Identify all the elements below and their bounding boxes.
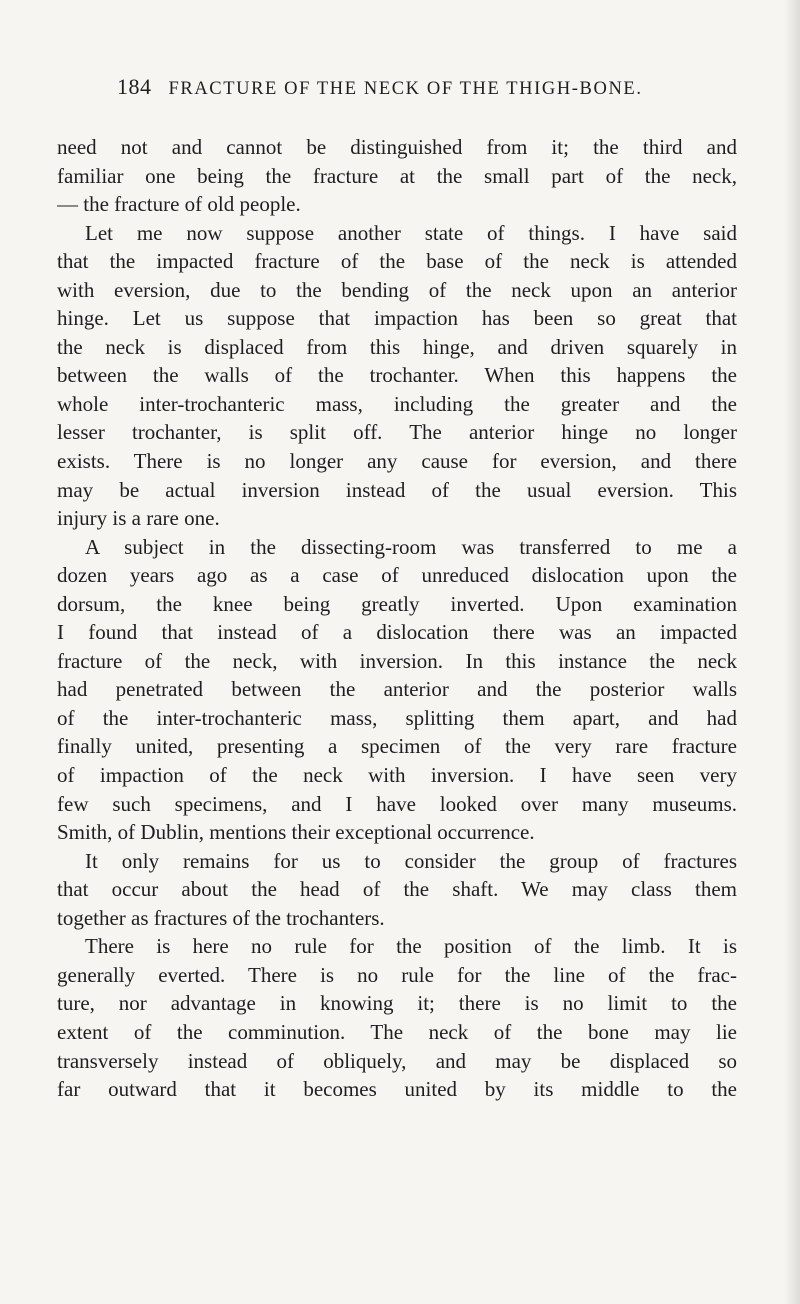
text-line: — the fracture of old people. (57, 192, 301, 217)
text-line: generally everted. There is no rule for the line of the frac- (57, 962, 737, 987)
text-line: Let me now suppose another state of things. I have said (85, 220, 737, 245)
text-line: whole inter-trochanteric mass, including the greater and the (57, 391, 737, 416)
text-line: It only remains for us to consider the group of fractures (85, 848, 737, 873)
text-line: There is here no rule for the position of the limb. It is (85, 934, 737, 959)
text-line: that occur about the head of the shaft. We may class them (57, 877, 737, 902)
text-line: of impaction of the neck with inversion. I have seen very (57, 763, 737, 788)
text-line: hinge. Let us suppose that impaction has been so great that (57, 306, 737, 331)
text-line: that the impacted fracture of the base of the neck is attended (57, 249, 737, 274)
text-line: far outward that it becomes united by its middle to the (57, 1077, 737, 1102)
text-line: may be actual inversion instead of the usual eversion. This (57, 477, 737, 502)
text-line: extent of the comminution. The neck of the bone may lie (57, 1019, 737, 1044)
text-line: familiar one being the fracture at the small part of the neck, (57, 163, 737, 188)
text-line: A subject in the dissecting-room was transferred to me a (85, 534, 737, 559)
text-line: with eversion, due to the bending of the neck upon an anterior (57, 277, 737, 302)
text-line: had penetrated between the anterior and the posterior walls (57, 677, 737, 702)
text-line: dozen years ago as a case of unreduced dislocation upon the (57, 563, 737, 588)
text-line: the neck is displaced from this hinge, and driven squarely in (57, 334, 737, 359)
text-line: finally united, presenting a specimen of the very rare fracture (57, 734, 737, 759)
text-line: few such specimens, and I have looked over many museums. (57, 791, 737, 816)
text-line: need not and cannot be distinguished from it; the third and (57, 135, 737, 159)
text-line: exists. There is no longer any cause for eversion, and there (57, 449, 737, 474)
text-line: ture, nor advantage in knowing it; there is no limit to the (57, 991, 737, 1016)
text-line: transversely instead of obliquely, and may be displaced so (57, 1048, 737, 1073)
text-line: I found that instead of a dislocation there was an impacted (57, 620, 737, 645)
text-line: injury is a rare one. (57, 506, 220, 531)
text-line: lesser trochanter, is split off. The anterior hinge no longer (57, 420, 737, 445)
text-line: together as fractures of the trochanters. (57, 905, 385, 930)
running-head (117, 74, 687, 104)
page-number: 184 (117, 74, 152, 99)
text-line: fracture of the neck, with inversion. In this instance the neck (57, 648, 737, 673)
text-line: between the walls of the trochanter. When this happens the (57, 363, 737, 388)
running-title: FRACTURE OF THE NECK OF THE THIGH-BONE. (168, 79, 643, 99)
text-line: Smith, of Dublin, mentions their exceptional occurrence. (57, 820, 535, 845)
body-text (57, 133, 737, 1104)
text-line: of the inter-trochanteric mass, splitting them apart, and had (57, 705, 737, 730)
text-line: dorsum, the knee being greatly inverted. Upon examination (57, 591, 737, 616)
page-edge-shadow (784, 0, 800, 1304)
